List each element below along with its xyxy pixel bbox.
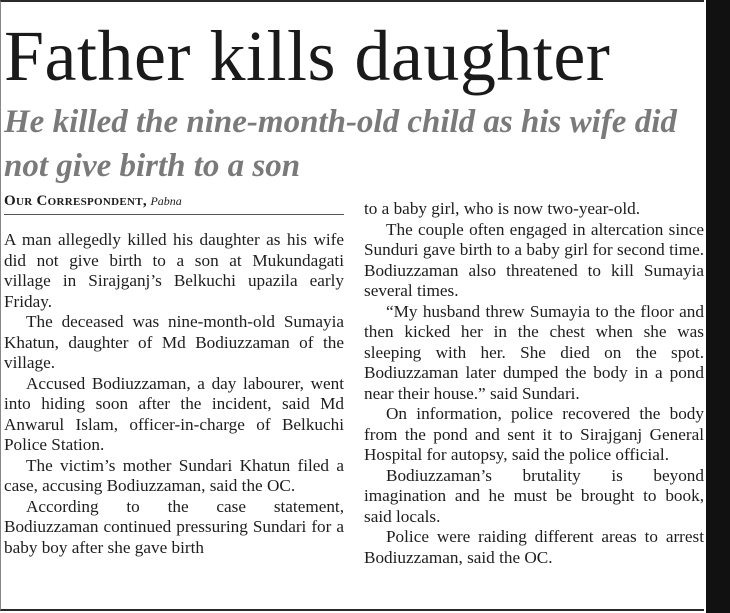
byline-place: Pabna: [150, 194, 182, 208]
paragraph: “My husband threw Sumayia to the floor and then kicked her in the chest when she was sleeping with her. She died on the spot. Bodiuzzaman later dumped the body in a pond near their house.” said Sundari.: [364, 301, 704, 403]
byline: [4, 192, 344, 211]
paragraph: Bodiuzzaman’s brutality is beyond imagination and he must be brought to book, said locals.: [364, 465, 704, 526]
paragraph: The couple often engaged in altercation since Sunduri gave birth to a baby girl for second time. Bodiuzzaman also threatened to kill Sumayia several times.: [364, 219, 704, 300]
subheadline: He killed the nine-month-old child as his wife did not give birth to a son: [4, 104, 677, 184]
article-column-left: [4, 230, 344, 558]
paragraph: The deceased was nine-month-old Sumayia Khatun, daughter of Md Bodiuzzaman of the village.: [4, 312, 344, 372]
paragraph: On information, police recovered the body from the pond and sent it to Sirajganj General Hospital for autopsy, said the police official.: [364, 404, 704, 464]
byline-name: Our Correspondent,: [4, 193, 147, 209]
paragraph: Accused Bodiuzzaman, a day labourer, went into hiding soon after the incident, said Md Anwarul Islam, officer-in-charge of Belkuchi Police Station.: [4, 373, 344, 454]
article-column-right: [364, 199, 704, 568]
paragraph: According to the case statement, Bodiuzzaman continued pressuring Sundari for a baby boy after she gave birth: [4, 496, 344, 557]
scan-edge-bar: [706, 0, 730, 613]
paragraph: Police were raiding different areas to arrest Bodiuzzaman, said the OC.: [364, 527, 704, 567]
paragraph: The victim’s mother Sundari Khatun filed a case, accusing Bodiuzzaman, said the OC.: [4, 455, 344, 495]
byline-divider: [4, 214, 344, 215]
headline: Father kills daughter: [4, 16, 611, 96]
paragraph: A man allegedly killed his daughter as his wife did not give birth to a son at Mukundagati village in Sirajganj’s Belkuchi upazila early Friday.: [4, 230, 344, 311]
paragraph: to a baby girl, who is now two-year-old.: [364, 199, 641, 218]
